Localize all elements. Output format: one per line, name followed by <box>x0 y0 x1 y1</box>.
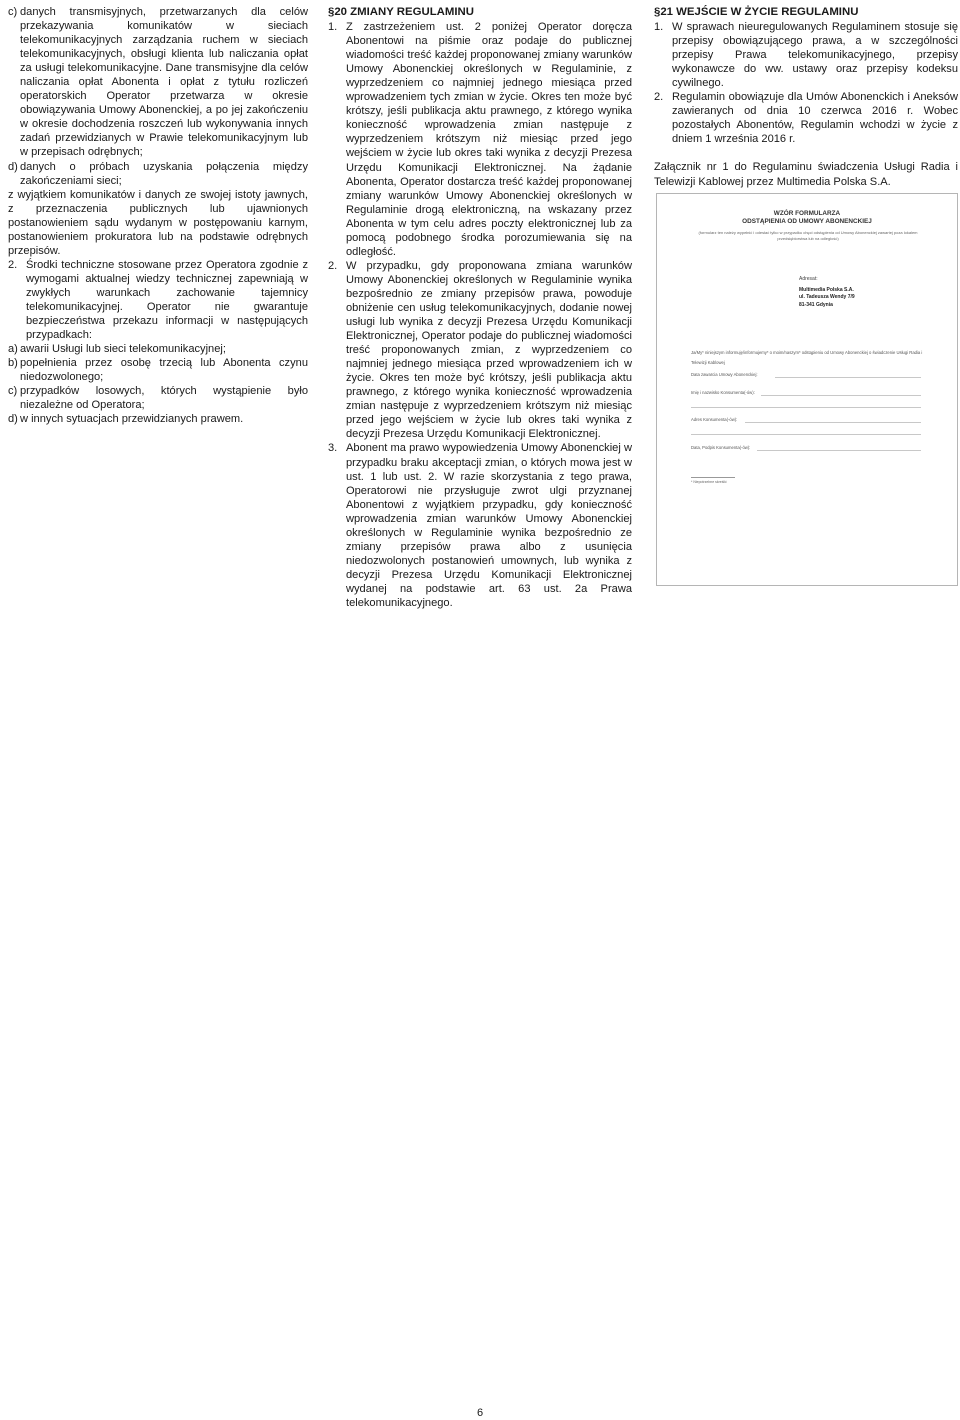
addressee-street: ul. Tadeusza Wendy 7/9 <box>799 294 855 300</box>
column-2 <box>328 5 632 610</box>
list-marker: 2. <box>8 258 18 271</box>
list-text: Z zastrzeżeniem ust. 2 poniżej Operator doręcza Abonentowi na piśmie oraz podaje do publicznej wiadomości treść każdej proponowanej zmiany warunków Umowy Abonenckiej określonych w Regulaminie, z wyprzedzeniem co najmniej jednego miesiąca przed wprowadzeniem tych zmian w życie. Okres ten może być krótszy, jeśli publikacja aktu prawnego, z którego wynika konieczność wprowadzenia zmian następuje z wyprzedzeniem krótszym niż miesiąc przed jego wejściem w życie lub okres taki wynika z decyzji Prezesa Urzędu Komunikacji Elektronicznej. Na żądanie Abonenta, Operator dostarcza treść każdej proponowanej zmiany warunków Umowy Abonenckiej określonych w Regulaminie drogą elektroniczną, na wskazany przez Abonenta w tym celu adres poczty elektronicznej lub za pomocą podobnego środka porozumiewania się na odległość. <box>346 21 632 258</box>
list-text: w innych sytuacjach przewidzianych prawem. <box>20 413 244 426</box>
list-text: W przypadku, gdy proponowana zmiana warunków Umowy Abonenckiej określonych w Regulaminie wynika bezpośrednio ze zmiany przepisów prawa, powoduje obniżenie cen usług telekomunikacyjnych, dodanie nowej usługi lub wynika z decyzji Prezesa Urzędu Komunikacji Elektronicznej, Operator podaje do publicznej wiadomości treść proponowanych zmian, z wyprzedzeniem co najmniej jednego miesiąca przed wprowadzeniem ich w życie. Okres ten może być krótszy, jeśli publikacja aktu prawnego, z którego wynika konieczność wprowadzenia zmian następuje z wyprzedzeniem krótszym niż miesiąc przed jego wejściem w życie lub okres taki wynika z decyzji Prezesa Urzędu Komunikacji Elektronicznej. <box>346 259 632 441</box>
field-contract-date[interactable] <box>691 371 921 379</box>
numbered-item-2 <box>328 259 632 442</box>
page-number: 6 <box>476 1407 484 1419</box>
section-heading: §20 ZMIANY REGULAMINU <box>328 6 474 18</box>
form-title-line2: ODSTĄPIENIA OD UMOWY ABONENCKIEJ <box>742 218 872 225</box>
list-text: Środki techniczne stosowane przez Operatora zgodnie z wymogami aktualnej wiedzy technicznej zapewniają w zwykłych warunkach zachowanie tajemnicy telekomunikacyjnej. Operator nie gwarantuje bezpieczeństwa przekazu informacji w następujących przypadkach: <box>26 258 308 342</box>
list-marker: d) <box>8 160 18 173</box>
addressee-name: Multimedia Polska S.A. <box>799 286 854 293</box>
field-label: Imię i nazwisko Konsumenta(-ów): <box>691 390 755 395</box>
list-text: awarii Usługi lub sieci telekomunikacyjnej; <box>20 343 226 356</box>
list-text: W sprawach nieuregulowanych Regulaminem stosuje się przepisy obowiązującego prawa, a w szczególności przepisy Prawa telekomunikacyjnego, przepisy wykonawcze do ww. ustawy oraz przepisy kodeksu cywilnego. <box>672 21 958 90</box>
list-item-d <box>8 160 308 188</box>
annex-title: Załącznik nr 1 do Regulaminu świadczenia Usługi Radia i Telewizji Kablowej przez Multimedia Polska S.A. <box>654 161 958 188</box>
list-marker: 2. <box>654 91 664 104</box>
list-text: danych transmisyjnych, przetwarzanych dla celów przekazywania komunikatów w sieciach telekomunikacyjnych zarządzania ruchem w sieciach telekomunikacyjnych, obsługi klienta lub naliczania opłat za usługi telekomunikacyjne. Dane transmisyjne dla celów naliczania opłat Abonenta i opłat z tytułu rozliczeń operatorskich Operator przetwarza w okresie obowiązywania Umowy Abonenckiej, a po jej zakończeniu w okresie dochodzenia roszczeń lub wykonywania innych zadań przewidzianych w Prawie telekomunikacyjnym lub w przepisach odrębnych; <box>20 6 308 159</box>
column-1 <box>8 5 308 426</box>
list-text: popełnienia przez osobę trzecią lub Abonenta czynu niedozwolonego; <box>20 357 308 384</box>
addressee-label: Adresat: <box>799 276 818 282</box>
column-3 <box>654 5 958 189</box>
form-addressee <box>799 276 855 309</box>
numbered-item-2 <box>654 90 958 146</box>
field-signature[interactable] <box>691 444 921 452</box>
field-label: Data zawarcia Umowy Abonenckiej: <box>691 372 758 377</box>
list-marker: b) <box>8 357 18 370</box>
field-consumer-name[interactable] <box>691 389 921 397</box>
exception-paragraph: z wyjątkiem komunikatów i danych ze swojej istoty jawnych, z przeznaczenia publicznych lub ujawnionych postanowieniem sądu wydanym w postępowaniu karnym, postanowieniem prokuratora lub na podstawie odrębnych przepisów. <box>8 188 308 257</box>
form-title <box>657 210 957 226</box>
section-heading: §21 WEJŚCIE W ŻYCIE REGULAMINU <box>654 6 859 18</box>
form-footnote: * Niepotrzebne skreślić <box>691 477 735 485</box>
list-marker: 2. <box>328 259 338 272</box>
list-item-c2 <box>8 384 308 412</box>
field-label: Data, Podpis Konsumenta(-ów): <box>691 445 751 450</box>
list-marker: 1. <box>328 21 338 34</box>
field-consumer-address[interactable] <box>691 416 921 424</box>
field-extra-line <box>691 428 921 436</box>
numbered-item-1 <box>328 20 632 259</box>
numbered-item-3 <box>328 441 632 610</box>
list-item-b <box>8 356 308 384</box>
field-extra-line <box>691 401 921 409</box>
list-item-d2 <box>8 412 308 426</box>
list-marker: 3. <box>328 442 338 455</box>
list-text: Regulamin obowiązuje dla Umów Abonenckich i Aneksów zawieranych od dnia 10 czerwca 2016 r. Wobec pozostałych Abonentów, Regulamin wchodzi w życie z dniem 1 września 2016 r. <box>672 91 958 146</box>
list-marker: c) <box>8 6 18 18</box>
list-marker: 1. <box>654 21 664 34</box>
addressee-city: 81-341 Gdynia <box>799 301 833 308</box>
list-item-c <box>8 5 308 160</box>
numbered-item-1 <box>654 20 958 90</box>
list-marker: a) <box>8 343 18 356</box>
list-text: Abonent ma prawo wypowiedzenia Umowy Abonenckiej w przypadku braku akceptacji zmian, o których mowa jest w ust. 1 lub ust. 2. W razie skorzystania z tego prawa, Operatorowi nie przysługuje zwrot ulgi przyznanej Abonentowi z wyjątkiem przypadku, gdy konieczność wprowadzenia zmian warunków Umowy Abonenckiej określonych w Regulaminie wynika bezpośrednio ze zmiany przepisów prawa albo z usunięcia niedozwolonych postanowień umownych, lub wynika z decyzji Prezesa Urzędu Komunikacji Elektronicznej wydanej na podstawie art. 63 ust. 2a Prawa telekomunikacyjnego. <box>346 442 632 609</box>
form-note: (formularz ten należy wypełnić i odesłać tylko w przypadku chęci odstąpienia od Umowy Abonenckiej zawartej poza lokalem przedsiębiorstwa lub na odległość) <box>698 230 918 241</box>
list-text: danych o próbach uzyskania połączenia między zakończeniami sieci; <box>20 160 308 187</box>
list-marker: c) <box>8 385 18 398</box>
field-label: Adres Konsumenta(-ów): <box>691 417 738 422</box>
form-intro: Ja/My* niniejszym informuję/informujemy* o moim/naszym* odstąpieniu od Umowy Abonenckiej o świadczenie Usługi Radia i Telewizji Kablowej <box>691 350 923 365</box>
numbered-item-2 <box>8 258 308 342</box>
list-text: przypadków losowych, których wystąpienie było niezależne od Operatora; <box>20 385 308 412</box>
list-marker: d) <box>8 413 18 426</box>
spacer <box>654 146 958 160</box>
form-title-line1: WZÓR FORMULARZA <box>773 210 841 217</box>
list-item-a <box>8 342 308 356</box>
withdrawal-form <box>656 193 958 586</box>
